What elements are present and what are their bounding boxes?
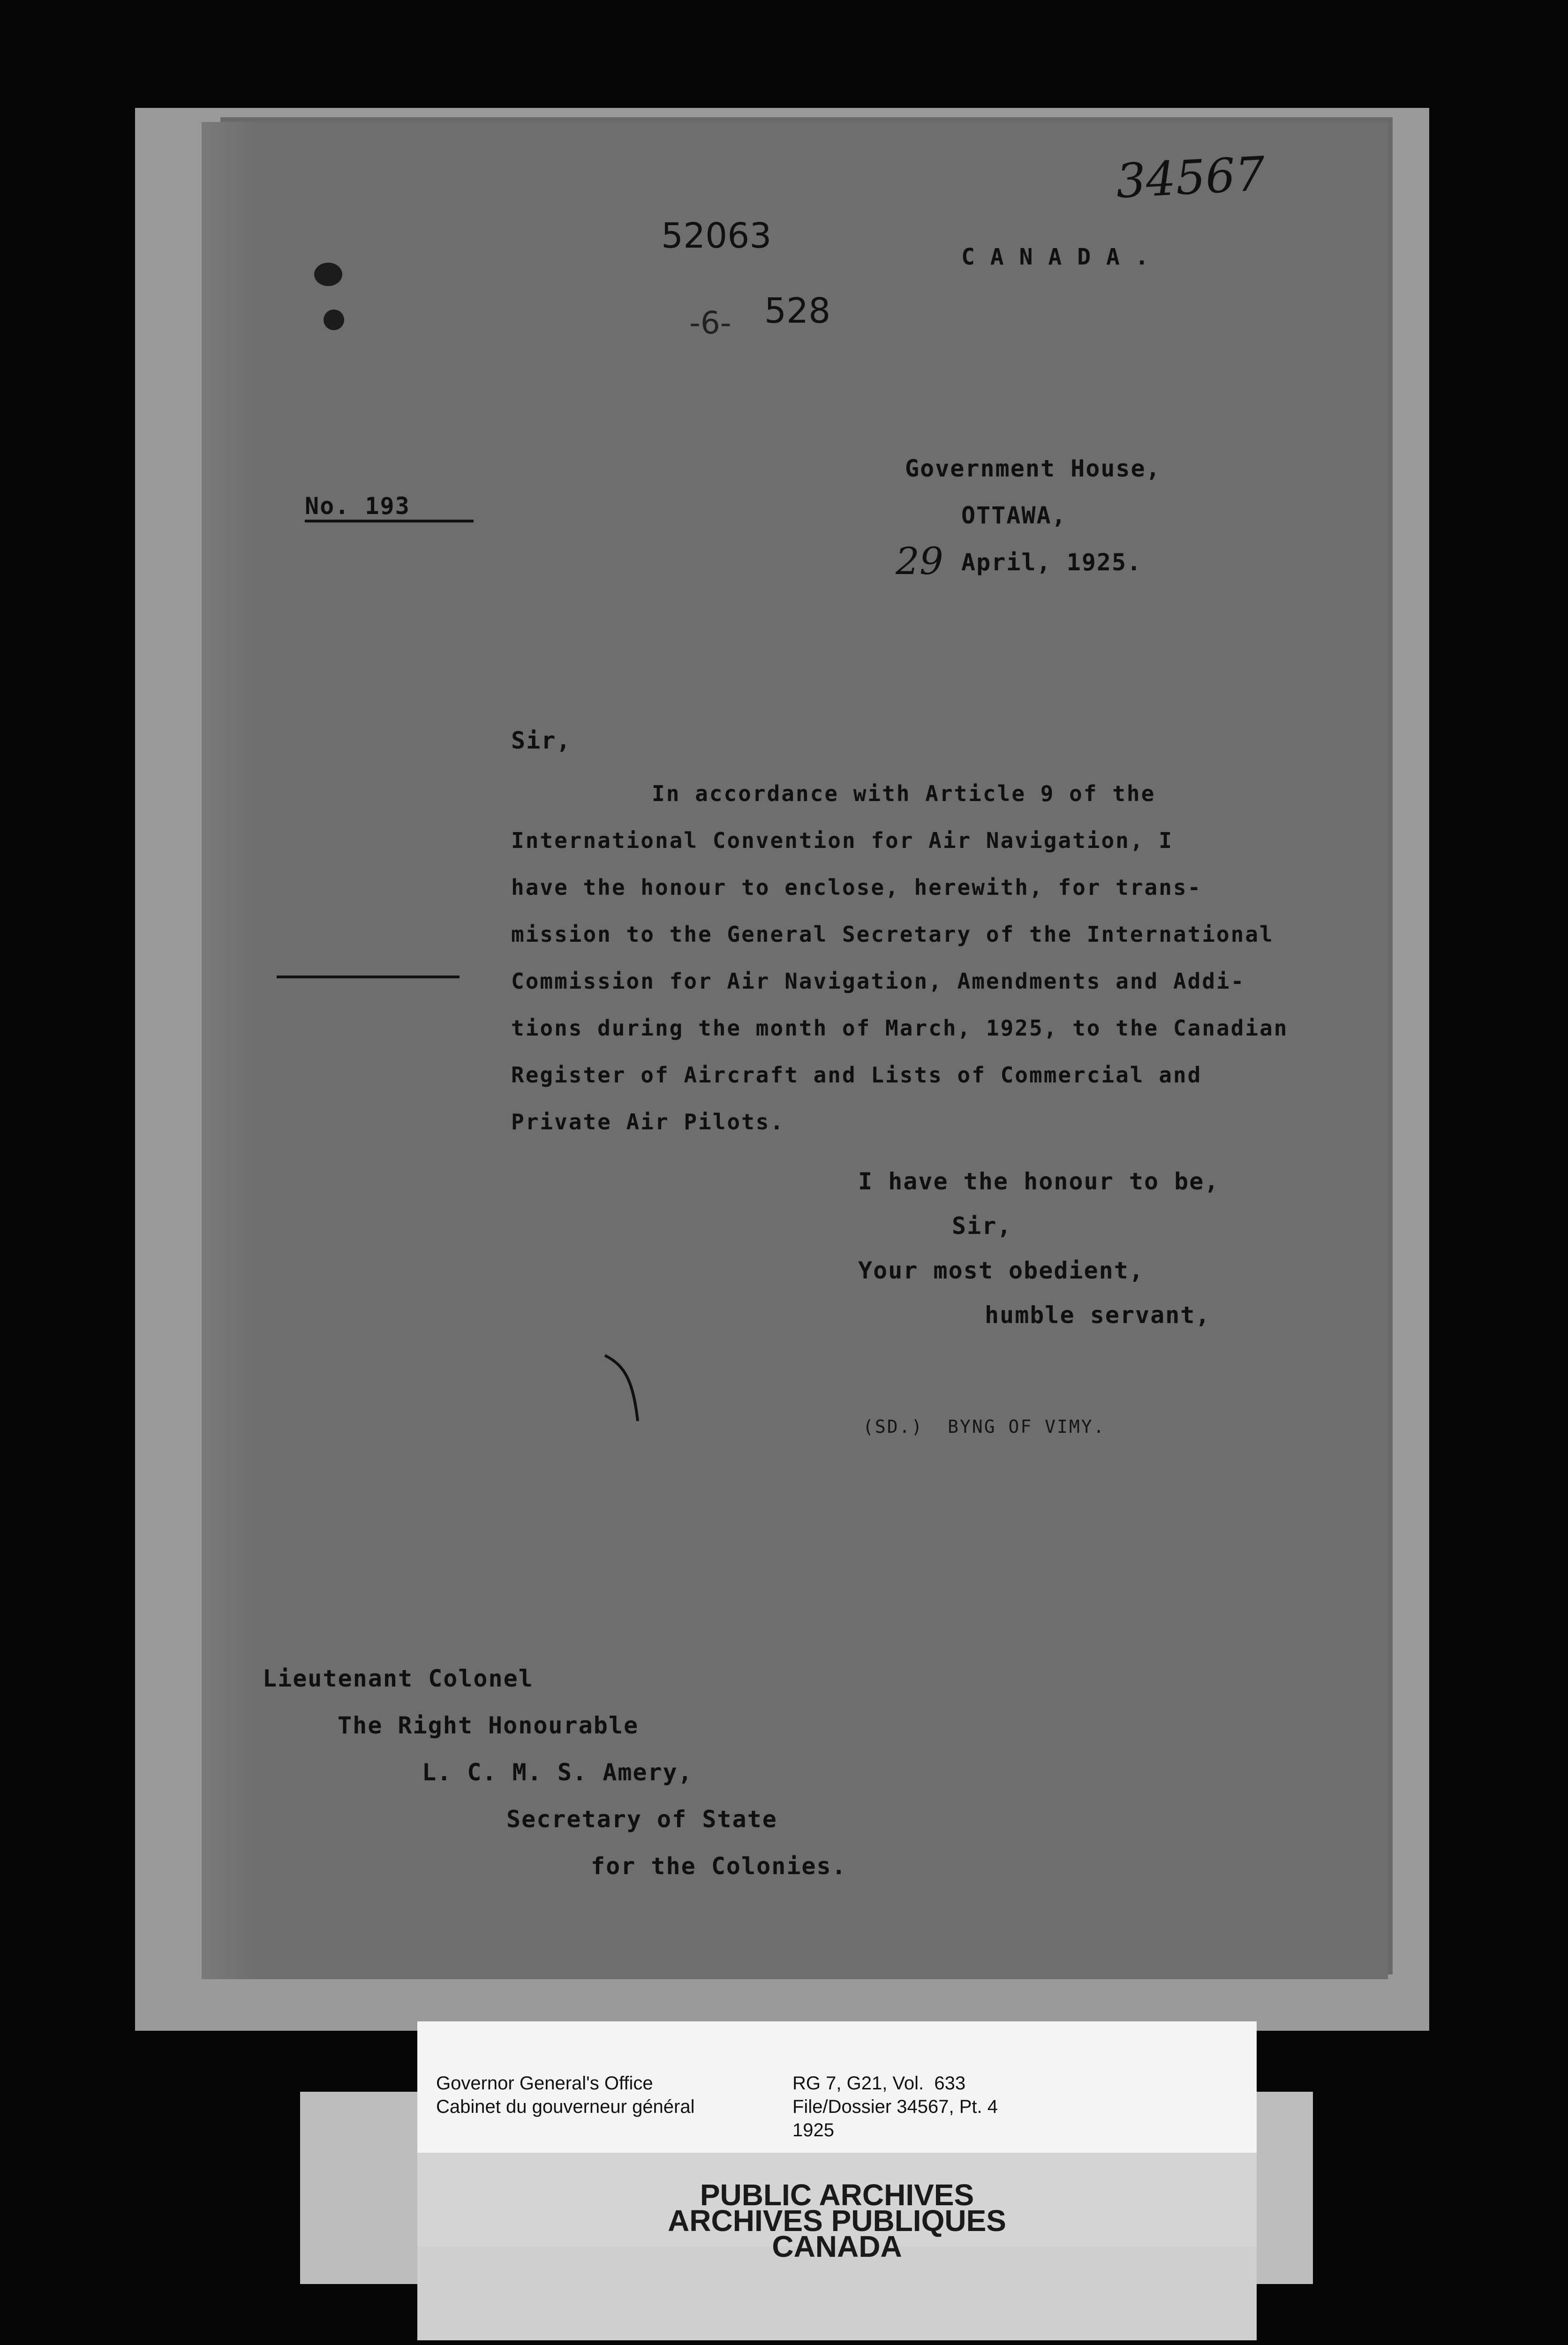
margin-rule — [277, 976, 460, 978]
body-line: International Convention for Air Navigation, I — [511, 828, 1173, 853]
letter-page — [202, 122, 1388, 1979]
body-line: Private Air Pilots. — [511, 1109, 785, 1135]
body-line: Register of Aircraft and Lists of Commercial and — [511, 1062, 1202, 1088]
file-number-stamp: 52063 — [661, 216, 772, 256]
recipient-line: L. C. M. S. Amery, — [422, 1759, 693, 1786]
address-line-1: Government House, — [905, 455, 1161, 482]
ink-stain — [314, 263, 342, 286]
body-line: Commission for Air Navigation, Amendments and Addi- — [511, 968, 1245, 994]
recipient-line: Secretary of State — [506, 1806, 777, 1833]
recipient-line: The Right Honourable — [338, 1712, 639, 1739]
recipient-line: for the Colonies. — [591, 1853, 847, 1880]
sub-number: -6- — [689, 305, 731, 341]
salutation: Sir, — [511, 727, 572, 754]
sub-number-suffix: 528 — [764, 291, 831, 331]
archives-english: PUBLIC ARCHIVES — [700, 2178, 974, 2212]
archives-country: CANADA — [772, 2230, 902, 2263]
office-english: Governor General's Office — [436, 2073, 653, 2094]
office-french: Cabinet du gouverneur général — [436, 2096, 695, 2117]
body-line: mission to the General Secretary of the International — [511, 922, 1274, 947]
dispatch-underline — [305, 520, 474, 522]
closing-line: humble servant, — [985, 1301, 1211, 1329]
date-text: April, 1925. — [961, 549, 1142, 576]
recipient-line: Lieutenant Colonel — [263, 1665, 534, 1692]
closing-line: I have the honour to be, — [858, 1168, 1220, 1195]
body-line: tions during the month of March, 1925, to the Canadian — [511, 1015, 1289, 1041]
archive-label — [417, 2021, 1257, 2153]
archives-french: ARCHIVES PUBLIQUES — [668, 2204, 1006, 2238]
dispatch-number: No. 193 — [305, 492, 410, 520]
signature: (SD.) BYNG OF VIMY. — [863, 1416, 1106, 1437]
body-line: have the honour to enclose, herewith, for trans- — [511, 875, 1202, 900]
ink-stain — [324, 310, 344, 330]
archive-reference: RG 7, G21, Vol. 633 — [792, 2073, 966, 2094]
archive-year: 1925 — [792, 2120, 834, 2141]
address-line-2: OTTAWA, — [961, 502, 1067, 529]
country-heading: C A N A D A . — [961, 244, 1150, 270]
pencil-mark — [600, 1351, 656, 1426]
closing-line: Your most obedient, — [858, 1257, 1144, 1284]
handwritten-file-number: 34567 — [1115, 146, 1266, 209]
closing-line: Sir, — [952, 1212, 1012, 1240]
body-line: In accordance with Article 9 of the — [652, 781, 1156, 806]
date-day: 29 — [896, 539, 943, 583]
archive-file: File/Dossier 34567, Pt. 4 — [792, 2096, 998, 2117]
